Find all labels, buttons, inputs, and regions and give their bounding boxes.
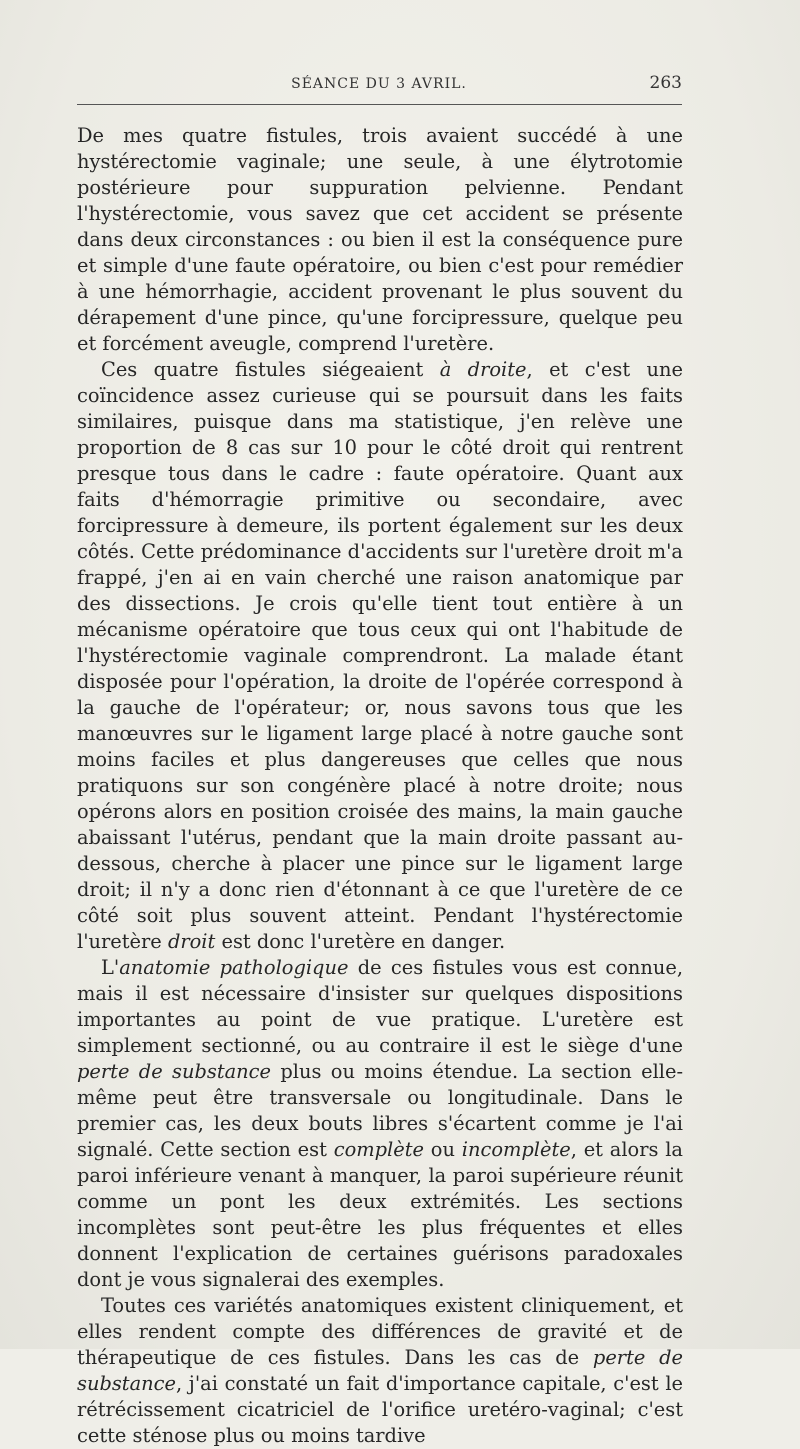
italic-text: droit: [167, 930, 216, 953]
text-run: L': [101, 956, 120, 979]
text-run: De mes quatre fistules, trois avaient succédé à une hystérectomie vaginale; une seule, à une élytrotomie postérieure pour suppuration pelvienne. Pendant l'hystérectomie, vous savez que cet accident se présente dans deux circonstances : ou bien il est la conséquence pure et simple d'une faute opératoire, ou bien c'est pour remédier à une hémorrhagie, accident provenant le plus souvent du dérapement d'une pince, qu'une forcipressure, quelque peu et forcément aveugle, comprend l'uretère.: [77, 124, 683, 355]
italic-text: perte de substance: [77, 1346, 683, 1395]
running-header: [76, 73, 682, 98]
paragraph: [77, 955, 683, 1293]
running-title: SÉANCE DU 3 AVRIL.: [291, 76, 467, 92]
text-run: est donc l'uretère en danger.: [215, 930, 506, 953]
text-run: ou: [423, 1138, 462, 1161]
text-run: plus ou moins étendue. La section elle-même peut être transversale ou longitudinale. Dans le premier cas, les deux bouts libres s'écartent comme je l'ai signalé. Cette section est: [77, 1060, 683, 1161]
page-number: 263: [649, 73, 682, 93]
italic-text: incomplète: [461, 1138, 571, 1161]
text-run: , et c'est une coïncidence assez curieuse qui se poursuit dans les faits similaires, puisque dans ma statistique, j'en relève une proportion de 8 cas sur 10 pour le côté droit qui rentrent presque tous dans le cadre : faute opératoire. Quant aux faits d'hémorragie primitive ou secondaire, avec forcipressure à demeure, ils portent également sur les deux côtés. Cette prédominance d'accidents sur l'uretère droit m'a frappé, j'en ai en vain cherché une raison anatomique par des dissections. Je crois qu'elle tient tout entière à un mécanisme opératoire que tous ceux qui ont l'habitude de l'hystérectomie vaginale comprendront. La malade étant disposée pour l'opération, la droite de l'opérée correspond à la gauche de l'opérateur; or, nous savons tous que les manœuvres sur le ligament large placé à notre gauche sont moins faciles et plus dangereuses que celles que nous pratiquons sur son congénère placé à notre droite; nous opérons alors en position croisée des mains, la main gauche abaissant l'utérus, pendant que la main droite passant au-dessous, cherche à placer une pince sur le ligament large droit; il n'y a donc rien d'étonnant à ce que l'uretère de ce côté soit plus souvent atteint. Pendant l'hystérectomie l'uretère: [77, 358, 683, 953]
text-run: Toutes ces variétés anatomiques existent cliniquement, et elles rendent compte des différences de gravité et de thérapeutique de ces fistules. Dans les cas de: [77, 1294, 683, 1369]
italic-text: complète: [333, 1138, 424, 1161]
paragraph: [77, 357, 683, 955]
italic-text: anatomie pathologique: [119, 956, 349, 979]
header-rule: [77, 104, 682, 105]
paragraph: [77, 123, 683, 357]
text-run: Ces quatre fistules siégeaient: [101, 358, 440, 381]
text-run: , j'ai constaté un fait d'importance capitale, c'est le rétrécissement cicatriciel de l'orifice uretéro-vaginal; c'est cette sténose plus ou moins tardive: [77, 1372, 683, 1447]
text-run: , et alors la paroi inférieure venant à manquer, la paroi supérieure réunit comme un pont les deux extrémités. Les sections incomplètes sont peut-être les plus fréquentes et elles donnent l'explication de certaines guérisons paradoxales dont je vous signalerai des exemples.: [77, 1138, 683, 1291]
paragraph: [77, 1293, 683, 1449]
text-run: de ces fistules vous est connue, mais il est nécessaire d'insister sur quelques dispositions importantes au point de vue pratique. L'uretère est simplement sectionné, ou au contraire il est le siège d'une: [77, 956, 683, 1057]
italic-text: à droite: [439, 358, 527, 381]
body-text: [77, 123, 683, 1449]
italic-text: perte de substance: [77, 1060, 272, 1083]
